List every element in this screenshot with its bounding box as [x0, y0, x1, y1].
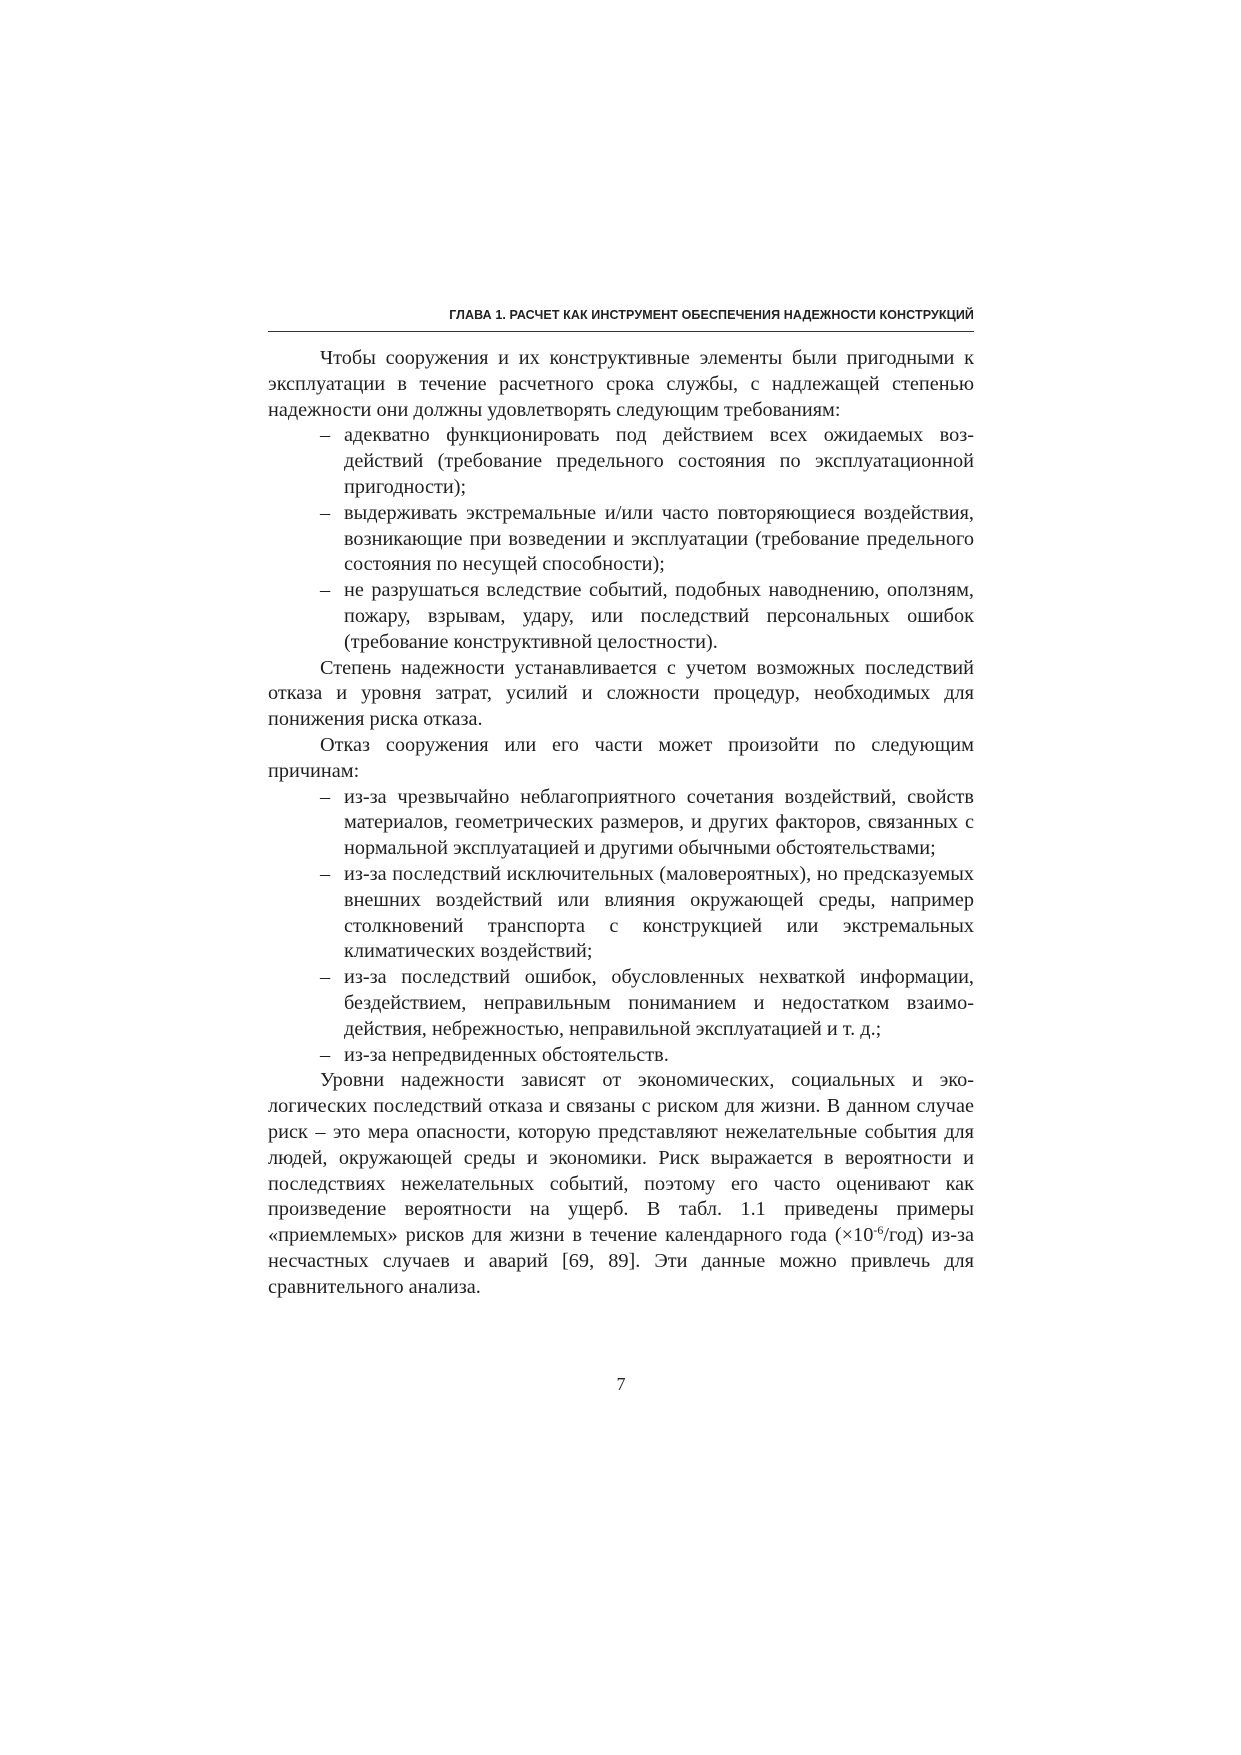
list-item-text: из-за непредвиденных обстоятельств.: [344, 1043, 669, 1066]
list-item-text: из-за чрезвычайно неблагоприятного сочетания воздействий, свойств материалов, геометрических размеров, и других факторов, связанных с нормальной эксплуатацией и другими обычными обстоятельствами;: [344, 785, 974, 860]
header-rule: [268, 331, 974, 332]
requirements-list: [268, 423, 974, 655]
list-item: [320, 501, 974, 578]
body-text: [268, 346, 974, 1300]
failure-causes-list: [268, 785, 974, 1069]
list-item: [320, 862, 974, 965]
paragraph-reliability-degree: Степень надежности устанавливается с учетом возможных последствий отказа и уровня затрат, усилий и сложности процедур, необходимых для понижения риска отказа.: [268, 656, 974, 731]
paragraph-text: Уровни надежности зависят от экономических, социальных и экологических последствий отказа и связаны с риском для жизни. В данном случае риск – это мера опасности, которую представляют нежелательные события для людей, окружающей среды и экономики. Риск выражается в вероятности и последствиях нежелательных событий, поэтому его часто оценивают как произведение вероятности на ущерб. В табл. 1.1 приведены примеры «приемлемых» рисков для жизни в течение календарного года (×10: [268, 1069, 974, 1247]
list-dash: –: [320, 1043, 331, 1066]
list-item: [320, 785, 974, 862]
list-item: [320, 423, 974, 500]
list-item-text: адекватно функционировать под действием всех ожидаемых воздействий (требование предельного состояния по эксплуатационной пригодности);: [344, 424, 974, 498]
running-header: ГЛАВА 1. РАСЧЕТ КАК ИНСТРУМЕНТ ОБЕСПЕЧЕНИЯ НАДЕЖНОСТИ КОНСТРУКЦИЙ: [449, 308, 974, 322]
list-item: [320, 1043, 974, 1069]
list-dash: –: [320, 424, 331, 447]
list-item-text: выдерживать экстремальные и/или часто повторяющиеся воздействия, возникающие при возведении и эксплуатации (требование предельного состояния по несущей способности);: [344, 501, 974, 576]
exponent: -6: [873, 1223, 884, 1238]
list-item: [320, 965, 974, 1042]
paragraph-requirements-intro: Чтобы сооружения и их конструктивные элементы были пригодными к эксплуатации в течение расчетного срока службы, с надлежащей степенью надежности они должны удовлетворять следующим требованиям:: [268, 347, 974, 421]
paragraph-reliability-levels: [268, 1068, 974, 1300]
page-number: 7: [616, 1374, 626, 1394]
paragraph-failure-intro: Отказ сооружения или его части может произойти по следующим причинам:: [268, 733, 974, 782]
list-dash: –: [320, 579, 331, 602]
list-dash: –: [320, 785, 331, 808]
list-item: [320, 578, 974, 655]
list-dash: –: [320, 966, 331, 989]
paragraph-text: /год) из-за несчастных случаев и аварий [69, 89]. Эти данные можно привлечь для сравнительного анализа.: [268, 1224, 975, 1298]
list-item-text: из-за последствий исключительных (маловероятных), но предсказуемых внешних воздействий или влияния окружающей среды, например столкновений транспорта с конструкцией или экстремальных климатических воздействий;: [344, 862, 974, 963]
list-dash: –: [320, 862, 331, 885]
list-item-text: из-за последствий ошибок, обусловленных нехваткой информации, бездействием, неправильным пониманием и недостатком взаимодействия, небрежностью, неправильной эксплуатацией и т. д.;: [344, 966, 974, 1040]
list-dash: –: [320, 501, 331, 524]
list-item-text: не разрушаться вследствие событий, подобных наводнению, оползням, пожару, взрывам, удару, или последствий персональных ошибок (требование конструктивной целостности).: [344, 579, 974, 653]
